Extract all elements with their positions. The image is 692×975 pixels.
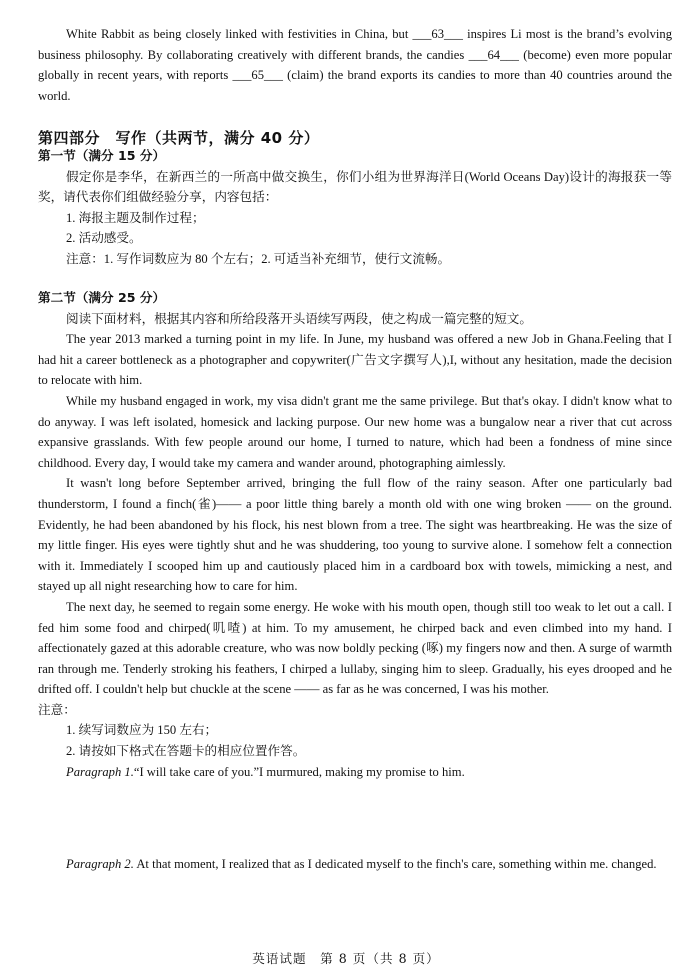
paragraph-2-label: Paragraph 2.: [66, 857, 134, 871]
section1-item-2: 2. 活动感受。: [66, 231, 142, 246]
story-paragraph: The year 2013 marked a turning point in my life. In June, my husband was offered a new Job in Ghana.Feeling that I had hit a career bottleneck as a photographer and copywriter(广告文字撰写人),I, without any hesitation, made the decision to relocate with him.: [38, 332, 672, 388]
story-paragraph: The next day, he seemed to regain some energy. He woke with his mouth open, though still too weak to let out a call. I fed him some food and chirped(叽喳) at him. To my amusement, he chirped back and even climbed into my hand. I affectionately gazed at this adorable creature, who was now boldly pecking (啄) my fingers now and then. A surge of warmth ran through me. Tenderly stroking his feathers, I chirped a lullaby, singing him to sleep. Gradually, his eyes drooped and he drifted off. I couldn't help but chuckle at the scene —— as far as he was concerned, I was his mother.: [38, 599, 672, 697]
passage-top: White Rabbit as being closely linked with festivities in China, but ___63___ inspires Li most is the brand’s evolving business philosophy. By collaborating creatively with different brands, the candies ___64___ (become) even more popular globally in recent years, with reports ___65___ (claim) the brand exports its candies to more than 40 countries around the world.: [38, 27, 672, 103]
section1: [38, 146, 672, 270]
section1-heading: 第一节（满分 15 分）: [38, 148, 166, 163]
section2-instruction: 阅读下面材料，根据其内容和所给段落开头语续写两段，使之构成一篇完整的短文。: [66, 311, 532, 326]
paragraph-1-label: Paragraph 1.: [66, 764, 134, 779]
paragraph-1-text: “I will take care of you.”I murmured, making my promise to him.: [133, 764, 465, 779]
section2-heading: 第二节（满分 25 分）: [38, 290, 166, 305]
section2: [38, 288, 672, 782]
paragraph-2-text: At that moment, I realized that as I dedicated myself to the finch's care, something within me. changed.: [133, 857, 657, 871]
section2-note-2: 2. 请按如下格式在答题卡的相应位置作答。: [66, 744, 306, 759]
section2-note-1: 1. 续写词数应为 150 左右；: [66, 723, 218, 738]
section1-note: 注意：1. 写作词数应为 80 个左右；2. 可适当补充细节，使行文流畅。: [66, 251, 451, 266]
story-paragraph: While my husband engaged in work, my visa didn't grant me the same privilege. But that's okay. I didn't know what to do anyway. I was left isolated, homesick and lacking purpose. Our new home was a bungalow near a river that cut across expansive grasslands. With few people around our home, I turned to nature, which had been a fondness of mine since childhood. Every day, I would take my camera and wander around, photographing aimlessly.: [38, 393, 672, 470]
story-paragraph: It wasn't long before September arrived, bringing the full flow of the rainy season. After one particularly bad thunderstorm, I found a finch(雀)—— a poor little thing barely a month old with one wing broken —— on the ground. Evidently, he had been abandoned by his flock, his nest blown from a tree. The sight was heartbreaking. He was the size of my little finger. His eyes were tightly shut and he was shuddering, too young to survive alone. I somehow felt a connection with it. Immediately I scooped him up and cautiously placed him in a cardboard box with towels, mimicking a nest, and stayed up all night researching how to care for him.: [38, 476, 672, 594]
section2-note-label: 注意：: [38, 702, 76, 717]
section1-item-1: 1. 海报主题及制作过程；: [66, 210, 205, 225]
page-footer: 英语试题 第 8 页（共 8 页）: [252, 951, 440, 966]
paragraph-2-starter: [38, 854, 672, 875]
section1-prompt: 假定你是李华，在新西兰的一所高中做交换生，你们小组为世界海洋日(World Oceans Day)设计的海报获一等奖，请代表你们组做经验分享，内容包括：: [38, 169, 672, 205]
paragraph-1-starter: [38, 762, 672, 783]
part4-title: 第四部分 写作（共两节，满分 40 分）: [38, 129, 320, 147]
